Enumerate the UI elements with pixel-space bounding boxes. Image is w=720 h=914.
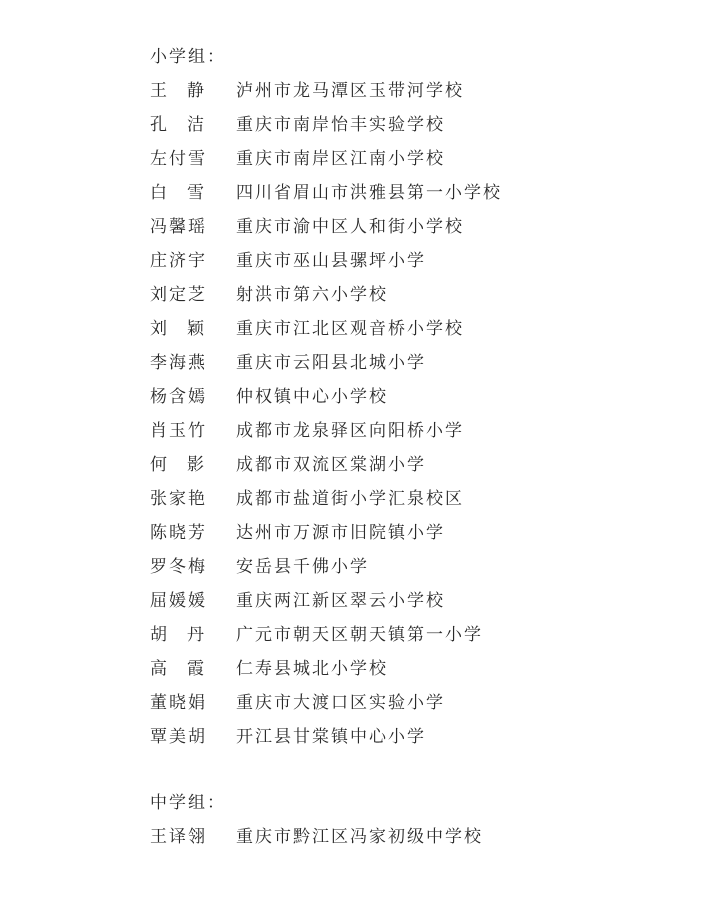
school-name: 重庆市渝中区人和街小学校	[236, 217, 464, 237]
school-name: 安岳县千佛小学	[236, 557, 369, 577]
list-item	[150, 278, 502, 312]
primary-group-list	[150, 74, 502, 754]
school-name: 成都市双流区棠湖小学	[236, 455, 426, 475]
winner-name: 杨含嫣	[150, 387, 207, 407]
winner-name: 王译翎	[150, 827, 207, 847]
winner-name: 王 静	[150, 81, 206, 101]
school-name: 成都市龙泉驿区向阳桥小学	[236, 421, 464, 441]
list-item	[150, 210, 502, 244]
school-name: 四川省眉山市洪雅县第一小学校	[236, 183, 502, 203]
winner-name: 刘定芝	[150, 285, 207, 305]
winner-name: 肖玉竹	[150, 421, 207, 441]
winner-name: 李海燕	[150, 353, 207, 373]
list-item	[150, 584, 502, 618]
list-item	[150, 516, 502, 550]
winner-name: 左付雪	[150, 149, 207, 169]
list-item	[150, 244, 502, 278]
school-name: 仁寿县城北小学校	[236, 659, 388, 679]
list-item	[150, 108, 502, 142]
school-name: 重庆市大渡口区实验小学	[236, 693, 445, 713]
list-item	[150, 74, 502, 108]
winner-name: 陈晓芳	[150, 523, 207, 543]
winner-name: 董晓娟	[150, 693, 207, 713]
list-item	[150, 482, 502, 516]
list-item	[150, 176, 502, 210]
school-name: 重庆市黔江区冯家初级中学校	[236, 827, 483, 847]
winner-name: 张家艳	[150, 489, 207, 509]
middle-group-heading: 中学组：	[150, 793, 226, 813]
school-name: 开江县甘棠镇中心小学	[236, 727, 426, 747]
school-name: 重庆市南岸怡丰实验学校	[236, 115, 445, 135]
school-name: 重庆市云阳县北城小学	[236, 353, 426, 373]
winner-name: 高 霞	[150, 659, 206, 679]
school-name: 成都市盐道街小学汇泉校区	[236, 489, 464, 509]
list-item	[150, 618, 502, 652]
school-name: 仲权镇中心小学校	[236, 387, 388, 407]
winner-name: 罗冬梅	[150, 557, 207, 577]
winner-name: 庄济宇	[150, 251, 207, 271]
winner-name: 屈媛媛	[150, 591, 207, 611]
winner-name: 冯馨瑶	[150, 217, 207, 237]
winner-name: 何 影	[150, 455, 206, 475]
list-item	[150, 720, 502, 754]
winner-name: 刘 颖	[150, 319, 206, 339]
winner-name: 胡 丹	[150, 625, 206, 645]
school-name: 重庆市巫山县骡坪小学	[236, 251, 426, 271]
school-name: 达州市万源市旧院镇小学	[236, 523, 445, 543]
list-item	[150, 448, 502, 482]
winner-name: 孔 洁	[150, 115, 206, 135]
list-item	[150, 142, 502, 176]
school-name: 重庆两江新区翠云小学校	[236, 591, 445, 611]
middle-group-section	[150, 788, 483, 854]
school-name: 重庆市江北区观音桥小学校	[236, 319, 464, 339]
school-name: 泸州市龙马潭区玉带河学校	[236, 81, 464, 101]
list-item	[150, 652, 502, 686]
list-item	[150, 820, 483, 854]
list-item	[150, 312, 502, 346]
list-item	[150, 380, 502, 414]
primary-group-heading: 小学组：	[150, 47, 226, 67]
list-item	[150, 346, 502, 380]
winner-name: 覃美胡	[150, 727, 207, 747]
winner-name: 白 雪	[150, 183, 206, 203]
list-item	[150, 686, 502, 720]
list-item	[150, 550, 502, 584]
middle-group-list	[150, 820, 483, 854]
school-name: 重庆市南岸区江南小学校	[236, 149, 445, 169]
school-name: 广元市朝天区朝天镇第一小学	[236, 625, 483, 645]
list-item	[150, 414, 502, 448]
primary-group-section	[150, 42, 502, 754]
school-name: 射洪市第六小学校	[236, 285, 388, 305]
